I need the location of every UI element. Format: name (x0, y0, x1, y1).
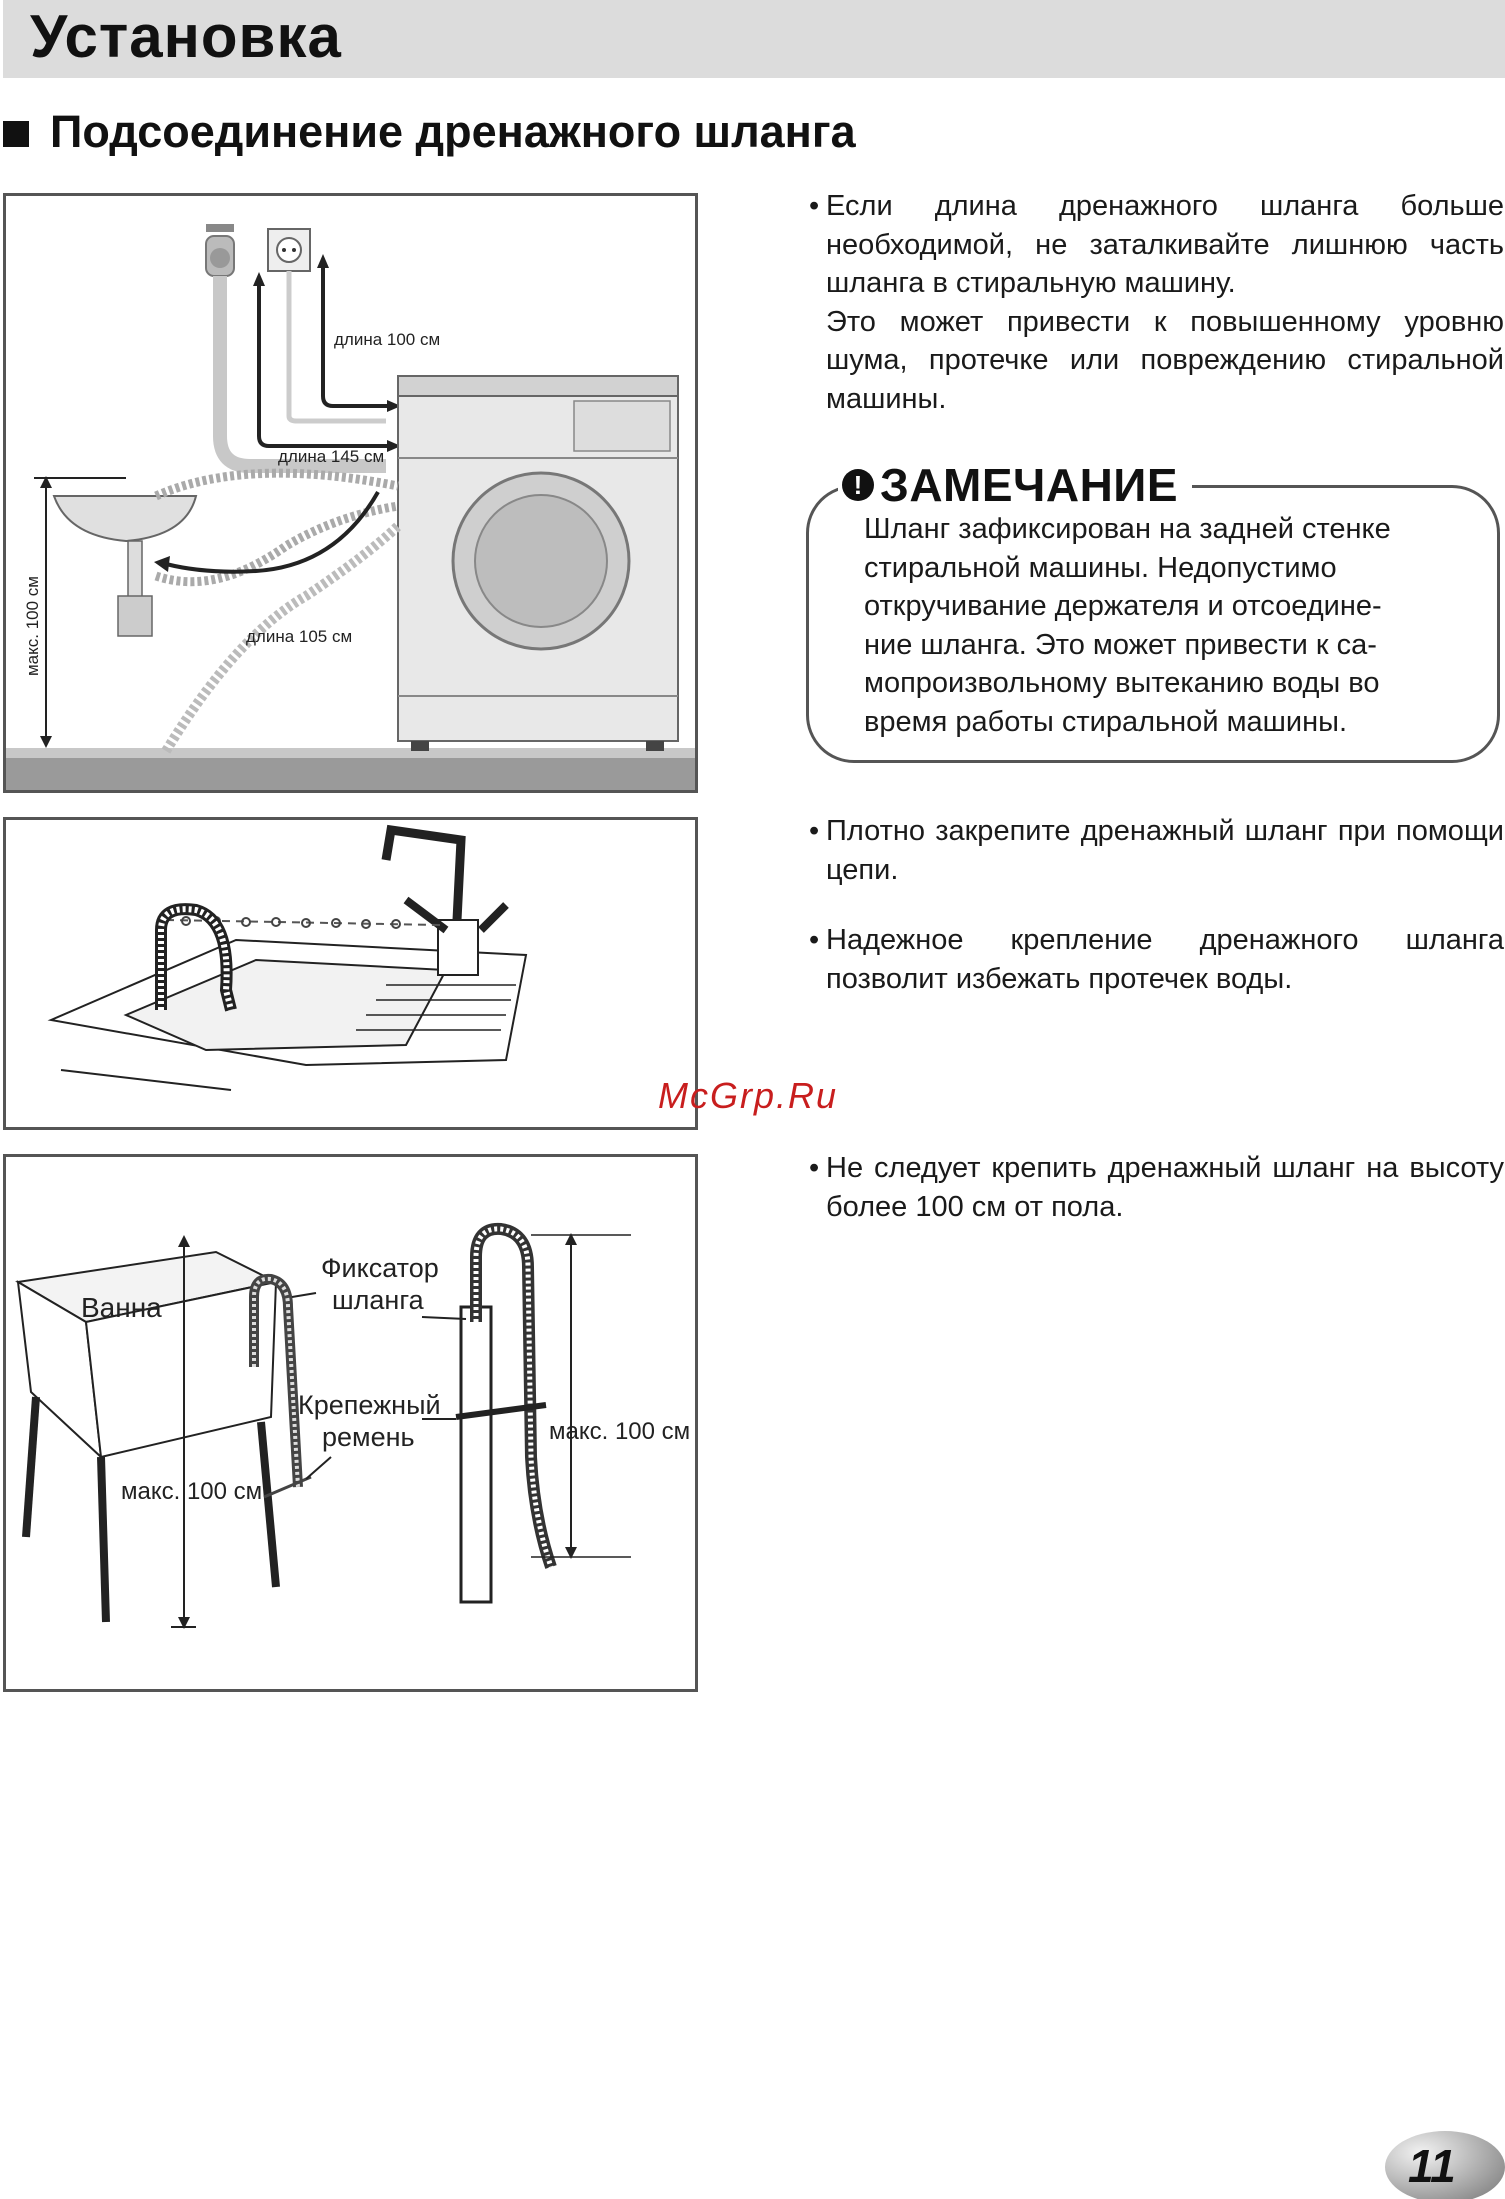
section-square-icon (3, 121, 29, 147)
watermark: McGrp.Ru (658, 1075, 839, 1116)
section-title: Подсоединение дренажного шланга (50, 106, 856, 157)
figure-chain-fix-drawing (6, 820, 698, 1130)
label-strap-line1: Крепежный (298, 1390, 441, 1420)
water-tap-icon (206, 224, 234, 276)
note-line: ние шланга. Это может привести к са- (864, 628, 1377, 661)
page-number: 11 (1408, 2140, 1456, 2192)
note-header (838, 455, 1192, 515)
label-hose-fixer-line2: шланга (332, 1285, 424, 1315)
label-max-right: макс. 100 см (549, 1418, 691, 1445)
bullet-hose-length-text2: Это может привести к повышенному уровню шума, протечке или повреждению стиральной машины. (826, 305, 1504, 415)
power-socket-icon (268, 229, 310, 271)
figure-tub-fix (3, 1154, 698, 1692)
bullet-height (809, 1149, 1504, 1226)
label-max-height: макс. 100 см (23, 576, 42, 676)
bullet-chain-text: Плотно закрепите дренажный шланг при помощи цепи. (826, 815, 1504, 886)
bullet-dot: • (809, 815, 820, 847)
bullet-secure-text: Надежное крепление дренажного шланга позволит избежать протечек воды. (826, 924, 1504, 995)
bullet-dot: • (809, 190, 820, 222)
note-line: откручивание держателя и отсоедине- (864, 590, 1382, 623)
note-line: время работы стиральной машины. (864, 705, 1348, 738)
label-length-105: длина 105 см (246, 627, 353, 646)
bullet-hose-length-text1: Если длина дренажного шланга больше необходимой, не заталкивайте лишнюю часть шланга в стиральную машину. (826, 190, 1504, 300)
floor (6, 756, 698, 793)
figure-tub-fix-drawing (6, 1157, 698, 1692)
note-line: мопроизвольному вытеканию воды во (864, 667, 1380, 700)
note-line: Шланг зафиксирован на задней стенке (864, 513, 1391, 545)
label-length-100: длина 100 см (334, 330, 441, 349)
note-title: ЗАМЕЧАНИЕ (880, 459, 1179, 511)
bullet-hose-length (809, 187, 1504, 419)
bullet-secure (809, 921, 1504, 998)
figure-hose-lengths-drawing (6, 196, 698, 793)
page-title: Установка (30, 3, 342, 70)
figure-hose-lengths (3, 193, 698, 793)
label-tub: Ванна (81, 1292, 162, 1323)
label-hose-fixer-line1: Фиксатор (321, 1253, 439, 1283)
washing-machine (398, 376, 678, 751)
note-text (864, 510, 1474, 742)
standpipe-detail (456, 1229, 551, 1602)
label-strap-line2: ремень (322, 1422, 415, 1452)
bullet-height-text: Не следует крепить дренажный шланг на высоту более 100 см от пола. (826, 1152, 1504, 1223)
note-line: стиральной машины. Недопустимо (864, 551, 1337, 584)
bullet-dot: • (809, 924, 820, 956)
label-max-left: макс. 100 см (121, 1478, 263, 1505)
exclamation-icon: ! (842, 469, 874, 501)
label-length-145: длина 145 см (278, 447, 385, 466)
bullet-dot: • (809, 1152, 820, 1184)
figure-chain-fix (3, 817, 698, 1130)
bullet-chain (809, 812, 1504, 889)
